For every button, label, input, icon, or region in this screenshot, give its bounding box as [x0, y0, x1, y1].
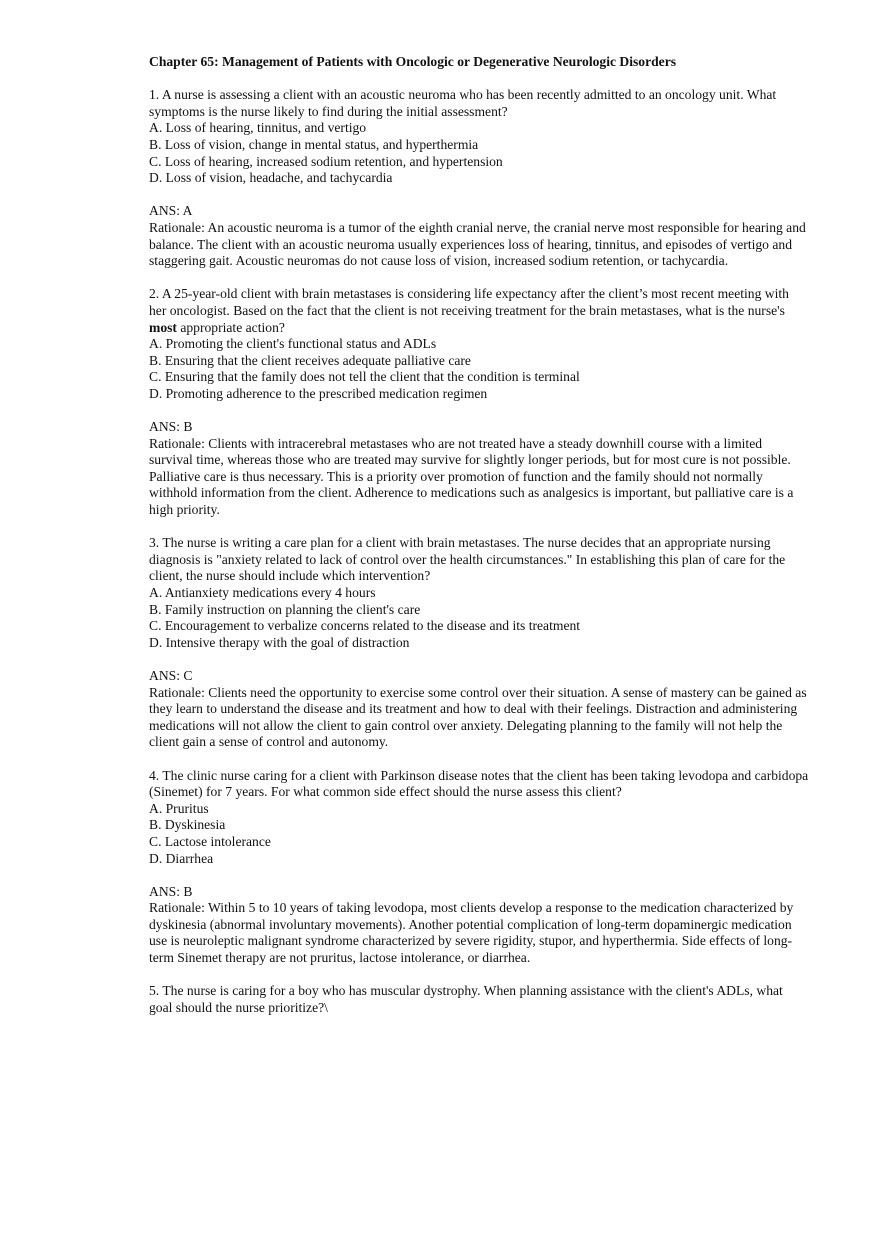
answer-option-c: C. Loss of hearing, increased sodium retention, and hypertension: [149, 153, 503, 169]
rationale: Rationale: Clients with intracerebral metastases who are not treated have a steady downhill course with a limited survival time, whereas those who are treated may survive for slightly longer periods, but for most cure is not possible. Palliative care is thus necessary. This is a priority over promotion of function and the family should not normally withhold information from the client. Adherence to medications such as analgesics is important, but palliative care is a high priority.: [149, 435, 794, 518]
chapter-title: Chapter 65: Management of Patients with Oncologic or Degenerative Neurologic Disorders: [149, 54, 677, 69]
question-3: [149, 535, 809, 751]
spacer: [149, 270, 809, 287]
spacer: [149, 867, 809, 884]
question-stem: 1. A nurse is assessing a client with an acoustic neuroma who has been recently admitted to an oncology unit. What symptoms is the nurse likely to find during the initial assessment?: [149, 87, 777, 119]
answer-option-a: A. Loss of hearing, tinnitus, and vertigo: [149, 120, 367, 136]
rationale: Rationale: An acoustic neuroma is a tumor of the eighth cranial nerve, the cranial nerve most responsible for hearing and balance. The client with an acoustic neuroma usually experiences loss of hearing, tinnitus, and episodes of vertigo and staggering gait. Acoustic neuromas do not cause loss of vision, increased sodium retention, or tachycardia.: [149, 219, 806, 269]
answer-option-c: C. Ensuring that the family does not tell the client that the condition is terminal: [149, 369, 580, 385]
question-stem: 5. The nurse is caring for a boy who has muscular dystrophy. When planning assistance with the client's ADLs, what goal should the nurse prioritize?\: [149, 983, 783, 1015]
rationale: Rationale: Clients need the opportunity to exercise some control over their situation. A sense of mastery can be gained as they learn to understand the disease and its treatment and how to deal with their feelings. Distraction and administering medications will not allow the client to gain control over anxiety. Delegating planning to the family will not help the client gain a sense of control and autonomy.: [149, 684, 807, 750]
answer-option-a: A. Promoting the client's functional status and ADLs: [149, 336, 437, 352]
answer-option-d: D. Diarrhea: [149, 850, 214, 866]
document-page: [149, 50, 809, 1016]
answer-option-c: C. Lactose intolerance: [149, 833, 271, 849]
answer-option-d: D. Intensive therapy with the goal of distraction: [149, 634, 410, 650]
answer-option-c: C. Encouragement to verbalize concerns related to the disease and its treatment: [149, 618, 581, 634]
rationale: Rationale: Within 5 to 10 years of taking levodopa, most clients develop a response to the medication characterized by dyskinesia (abnormal involuntary movements). Another potential complication of long-term dopaminergic medication use is neuroleptic malignant syndrome characterized by severe rigidity, stupor, and hyperthermia. Side effects of long-term Sinemet therapy are not pruritus, lactose intolerance, or diarrhea.: [149, 900, 794, 966]
answer-key: ANS: B: [149, 883, 193, 899]
spacer: [149, 519, 809, 536]
answer-option-b: B. Ensuring that the client receives adequate palliative care: [149, 352, 471, 368]
question-stem: 4. The clinic nurse caring for a client with Parkinson disease notes that the client has been taking levodopa and carbidopa (Sinemet) for 7 years. For what common side effect should the nurse assess this client?: [149, 767, 809, 800]
answer-option-b: B. Dyskinesia: [149, 817, 226, 833]
question-stem-text: 2. A 25-year-old client with brain metastases is considering life expectancy after the client’s most recent meeting with her oncologist. Based on the fact that the client is not receiving treatment for the brain metastases, what is the nurse's: [149, 286, 789, 318]
question-stem: [149, 286, 809, 336]
answer-option-b: B. Loss of vision, change in mental status, and hyperthermia: [149, 136, 479, 152]
answer-key: ANS: A: [149, 203, 193, 219]
question-stem-text-end: appropriate action?: [176, 319, 285, 335]
answer-option-d: D. Loss of vision, headache, and tachycardia: [149, 170, 393, 186]
spacer: [149, 967, 809, 984]
spacer: [149, 71, 809, 88]
question-stem: 3. The nurse is writing a care plan for a client with brain metastases. The nurse decides that an appropriate nursing diagnosis is "anxiety related to lack of control over the health circumstances." In establishing this plan of care for the client, the nurse should include which intervention?: [149, 535, 786, 584]
question-5: [149, 983, 809, 1016]
spacer: [149, 402, 809, 419]
question-2: [149, 286, 809, 518]
question-4: [149, 768, 809, 967]
question-stem-emphasis: most: [149, 319, 177, 335]
answer-option-b: B. Family instruction on planning the client's care: [149, 601, 421, 617]
answer-key: ANS: B: [149, 419, 193, 435]
spacer: [149, 651, 809, 668]
answer-option-a: A. Antianxiety medications every 4 hours: [149, 585, 376, 600]
question-1: [149, 87, 809, 270]
spacer: [149, 751, 809, 768]
spacer: [149, 187, 809, 204]
answer-option-a: A. Pruritus: [149, 800, 209, 816]
answer-key: ANS: C: [149, 667, 193, 683]
answer-option-d: D. Promoting adherence to the prescribed medication regimen: [149, 385, 488, 401]
